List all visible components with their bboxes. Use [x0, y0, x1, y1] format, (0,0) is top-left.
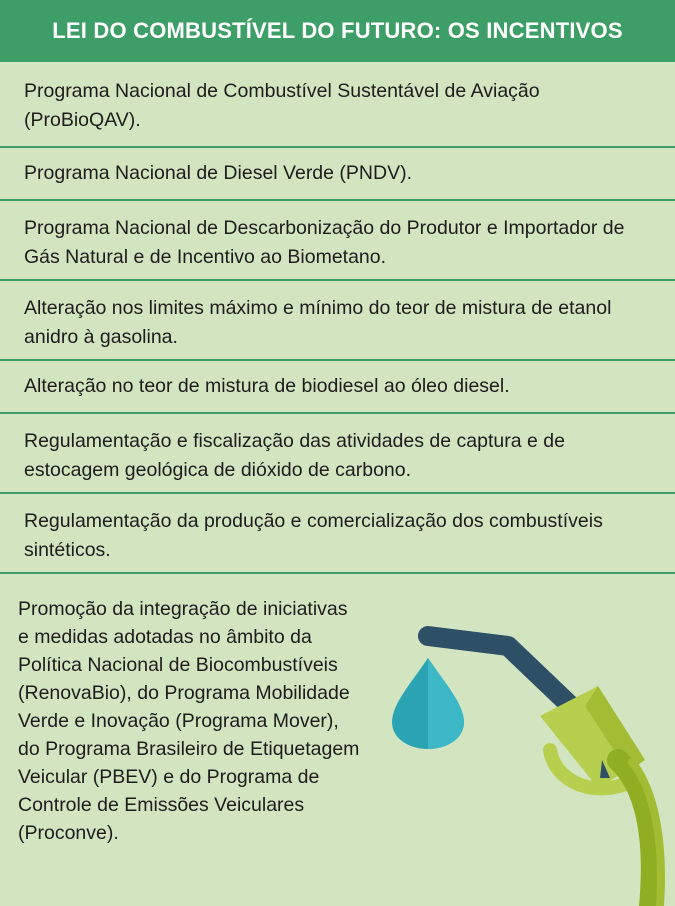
incentives-list: [0, 62, 675, 574]
list-item: [0, 62, 675, 148]
list-item-text: Programa Nacional de Combustível Sustentável de Aviação (ProBioQAV).: [24, 80, 540, 131]
header-bar: [0, 0, 675, 62]
final-list-item: [18, 595, 363, 847]
list-item: [0, 361, 675, 414]
final-item-text: Promoção da integração de iniciativas e medidas adotadas no âmbito da Política Nacional de Biocombustíveis (RenovaBio), do Programa Mobilidade Verde e Inovação (Programa Mover), do Programa Brasileiro de Etiquetagem Veicular (PBEV) e do Programa de Controle de Emissões Veiculares (Proconve).: [18, 598, 360, 844]
list-item-text: Alteração no teor de mistura de biodiesel ao óleo diesel.: [24, 375, 510, 397]
list-item-text: Programa Nacional de Diesel Verde (PNDV).: [24, 162, 413, 184]
list-item-text: Programa Nacional de Descarbonização do Produtor e Importador de Gás Natural e de Incentivo ao Biometano.: [24, 217, 625, 268]
list-item-text: Alteração nos limites máximo e mínimo do teor de mistura de etanol anidro à gasolina.: [24, 297, 612, 348]
list-item: [0, 494, 675, 574]
list-item: [0, 148, 675, 201]
page-title: LEI DO COMBUSTÍVEL DO FUTURO: OS INCENTIVOS: [52, 18, 623, 43]
fuel-drop-icon: [392, 658, 464, 749]
list-item-text: Regulamentação da produção e comercialização dos combustíveis sintéticos.: [24, 510, 603, 561]
list-item: [0, 414, 675, 494]
list-item: [0, 201, 675, 281]
list-item-text: Regulamentação e fiscalização das atividades de captura e de estocagem geológica de dióxido de carbono.: [24, 430, 565, 481]
list-item: [0, 281, 675, 361]
fuel-nozzle-icon: [380, 610, 675, 906]
